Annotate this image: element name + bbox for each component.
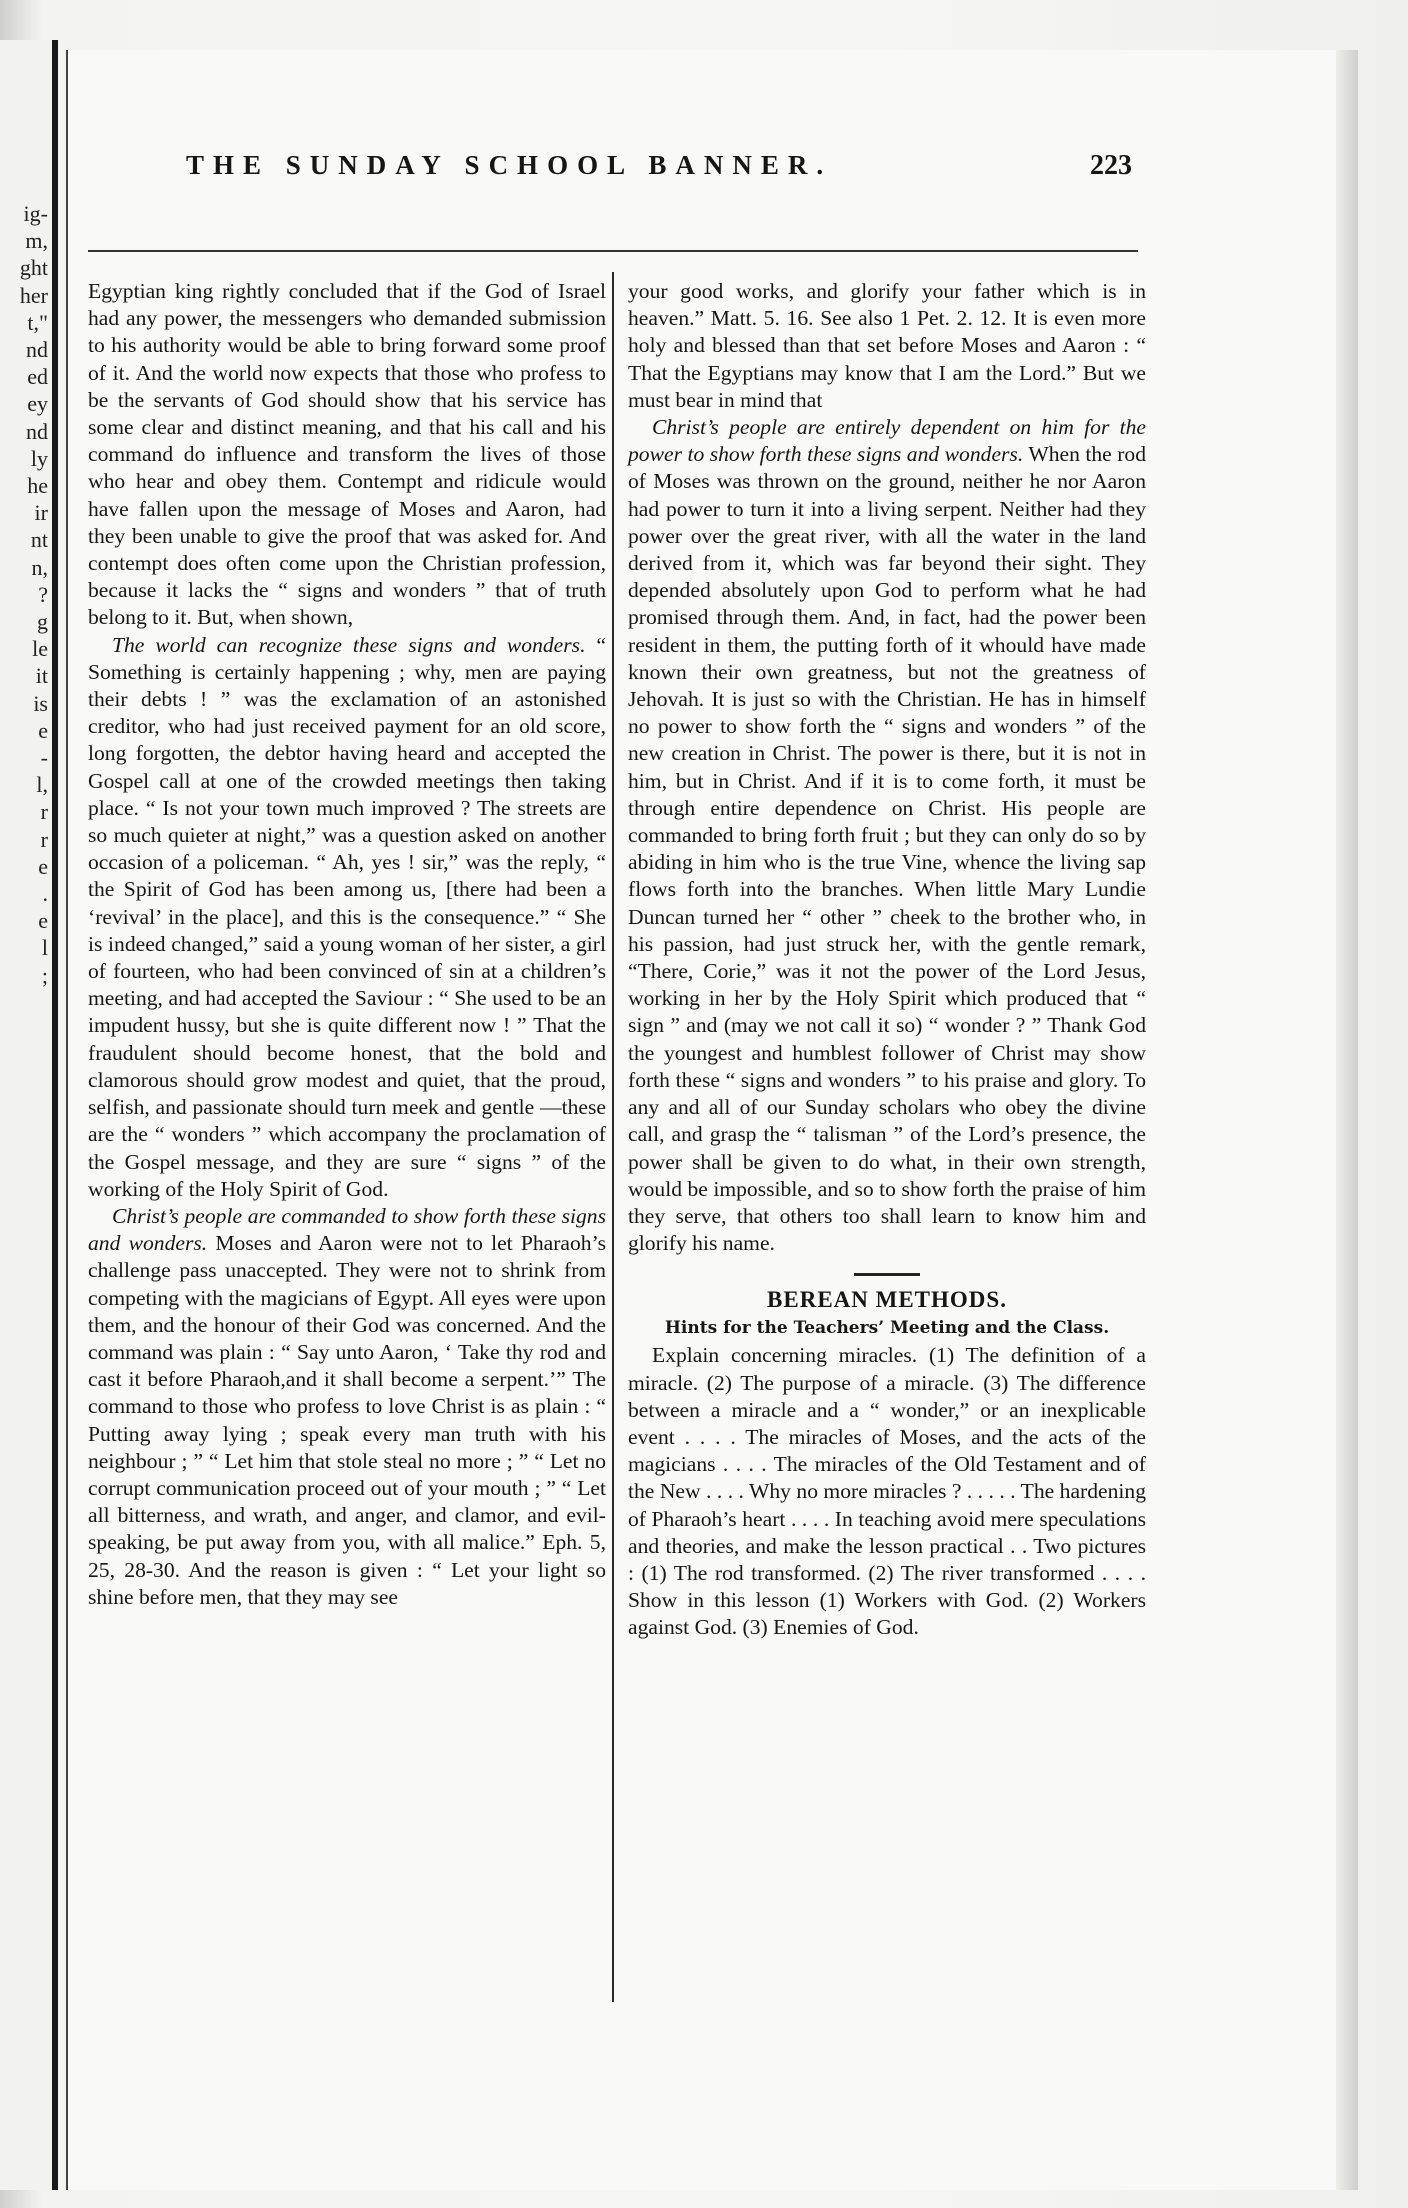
- previous-page-fragment: her: [19, 282, 48, 308]
- page-edge-shadow: [1336, 50, 1358, 2190]
- previous-page-fragment: ey: [27, 391, 48, 417]
- page-number: 223: [1090, 150, 1132, 181]
- previous-page-fragment: r: [40, 799, 48, 825]
- previous-page-fragment: nd: [26, 418, 48, 444]
- previous-page-fragment: ght: [19, 255, 48, 281]
- paragraph: Explain concerning miracles. (1) The definition of a miracle. (2) The purpose of a miracle. (3) The difference between a miracle and a “ wonder,” or an inexplicable event . . . . The miracles of Moses, and the acts of the magicians . . . . The miracles of the Old Testament and of the New . . . . Why no more miracles ? . . . . . The hardening of Pharaoh’s heart . . . . In teaching avoid mere speculations and theories, and make the lesson practical . . Two pictures : (1) The rod transformed. (2) The river transformed . . . . Show in this lesson (1) Workers with God. (2) Workers against God. (3) Enemies of God.: [628, 1343, 1146, 1640]
- previous-page-fragment: ed: [27, 364, 48, 390]
- paragraph-body: When the rod of Moses was thrown on the ground, neither he nor Aaron had power to turn it into a living serpent. Neither had they power over the great river, with all the water in the land derived from it, which was far beyond their sight. They depended absolutely upon God to perform what he had promised through them. And, in fact, had the power been resident in them, the putting forth of it whould have made known their own greatness, but not the greatness of Jehovah. It is just so with the Christian. He has in himself no power to show forth the “ signs and wonders ” of the new creation in Christ. The power is there, but it is not in him, but in Christ. And if it is to come forth, it must be through entire dependence on Christ. His people are commanded to bring forth fruit ; but they can only do so by abiding in him who is the true Vine, whence the living sap flows forth into the branches. When little Mary Lundie Duncan turned her “ other ” cheek to the brother who, in his passion, had just struck her, with the gentle remark, “There, Corie,” was it not the power of the Lord Jesus, working in her by the Holy Spirit which produced that “ sign ” and (may we not call it so) “ wonder ? ” Thank God the youngest and humblest follower of Christ may show forth these “ signs and wonders ” to his praise and glory. To any and all of our Sunday scholars who obey the divine call, and grasp the “ talisman ” of the Lord’s presence, the power shall be given to do what, in their own strength, would be impossible, and so to show forth the praise of him they serve, that others too shall learn to know him and glorify his name.: [628, 442, 1146, 1256]
- previous-page-fragment: l: [41, 935, 48, 961]
- previous-page-fragment: e: [38, 717, 48, 743]
- previous-page-fragment: g: [37, 609, 48, 634]
- paragraph-body: Moses and Aaron were not to let Pharaoh’s challenge pass unaccepted. They were not to shrink from competing with the magicians of Egypt. All eyes were upon them, and the honour of their God was concerned. And the command was plain : “ Say unto Aaron, ‘ Take thy rod and cast it before Pharaoh,and it shall become a serpent.’” The command to those who profess to love Christ is as plain : “ Putting away lying ; speak every man truth with his neighbour ; ” “ Let him that stole steal no more ; ” “ Let no corrupt communication proceed out of your mouth ; ” “ Let all bitterness, and wrath, and anger, and clamor, and evil-speaking, be put away from you, with all malice.” Eph. 5, 25, 28-30. And the reason is given : “ Let your light so shine before men, that they may see: [88, 1231, 606, 1609]
- previous-page-fragment: n,: [31, 554, 48, 580]
- previous-page-fragment: ig-: [23, 201, 48, 226]
- previous-page-fragment: ir: [34, 500, 48, 526]
- previous-page-fragment: le: [32, 636, 48, 662]
- section-subtitle: Hints for the Teachers’ Meeting and the Class.: [664, 1318, 1110, 1339]
- section-title: BEREAN METHODS.: [767, 1287, 1007, 1313]
- previous-page-fragment: ly: [30, 445, 48, 471]
- previous-page-fragment: l,: [36, 772, 48, 798]
- right-column: [628, 278, 1146, 1642]
- header-rule: [88, 250, 1138, 252]
- paragraph: [628, 414, 1146, 1257]
- running-title: THE SUNDAY SCHOOL BANNER.: [186, 150, 833, 180]
- previous-page-fragment: t,": [27, 309, 48, 335]
- previous-page-fragment: .: [42, 881, 48, 906]
- previous-page-edge: [0, 40, 58, 2190]
- column-divider: [612, 272, 614, 2002]
- paragraph: Egyptian king rightly concluded that if the God of Israel had any power, the messengers who demanded submission to his authority would be able to bring forward some proof of it. And the world now expects that those who profess to be the servants of God should show that his service has some clear and distinct meaning, and that his call and his command do influence and transform the lives of those who hear and obey them. Contempt and ridicule would have fallen upon the message of Moses and Aaron, had they been unable to give the proof that was asked for. And contempt does often come upon the Christian profession, because it lacks the “ signs and wonders ” that of truth belong to it. But, when shown,: [88, 279, 606, 630]
- paragraph: [88, 1203, 606, 1611]
- previous-page-fragment: nd: [26, 337, 48, 362]
- paragraph: your good works, and glorify your father which is in heaven.” Matt. 5. 16. See also 1 Pet. 2. 12. It is even more holy and blessed than that set before Moses and Aaron : “ That the Egyptians may know that I am the Lord.” But we must bear in mind that: [628, 279, 1146, 412]
- paragraph-heading: Christ’s people are entirely dependent on him for the power to show forth these signs and wonders.: [628, 415, 1146, 467]
- previous-page-fragment: e: [38, 908, 48, 934]
- previous-page-fragment: ;: [41, 962, 48, 988]
- previous-page-fragment: nt: [30, 527, 48, 553]
- section-divider: [854, 1273, 920, 1276]
- previous-page-fragment: m,: [25, 228, 48, 254]
- previous-page-fragment: r: [40, 826, 48, 852]
- paragraph-heading: Christ’s people are commanded to show forth these signs and wonders.: [88, 1203, 606, 1256]
- previous-page-fragment: is: [33, 690, 48, 716]
- previous-page-fragment: he: [27, 473, 48, 498]
- paragraph-heading: The world can recognize these signs and wonders.: [112, 632, 586, 657]
- previous-page-fragment: it: [35, 663, 48, 689]
- paragraph: [88, 632, 606, 1203]
- previous-page-fragment: e: [38, 853, 48, 879]
- paragraph-body: “ Something is certainly happening ; why, men are paying their debts ! ” was the exclamation of an astonished creditor, who had just received payment for an old score, long forgotten, the debtor having heard and accepted the Gospel call at one of the crowded meetings then taking place. “ Is not your town much improved ? The streets are so much quieter at night,” was a question asked on another occasion of a policeman. “ Ah, yes ! sir,” was the reply, “ the Spirit of God has been among us, [there had been a ‘revival’ in the place], and this is the consequence.” “ She is indeed changed,” said a young woman of her sister, a girl of fourteen, who had been convinced of sin at a children’s meeting, and had accepted the Saviour : “ She used to be an impudent hussy, but she is quite different now ! ” That the fraudulent should become honest, that the bold and clamorous should grow modest and quiet, that the proud, selfish, and passionate should turn meek and gentle —these are the “ wonders ” which accompany the proclamation of the Gospel message, and they are sure “ signs ” of the working of the Holy Spirit of God.: [88, 632, 606, 1201]
- left-column: [88, 278, 606, 1611]
- previous-page-fragment: ?: [38, 581, 48, 607]
- previous-page-fragment: -: [40, 745, 48, 770]
